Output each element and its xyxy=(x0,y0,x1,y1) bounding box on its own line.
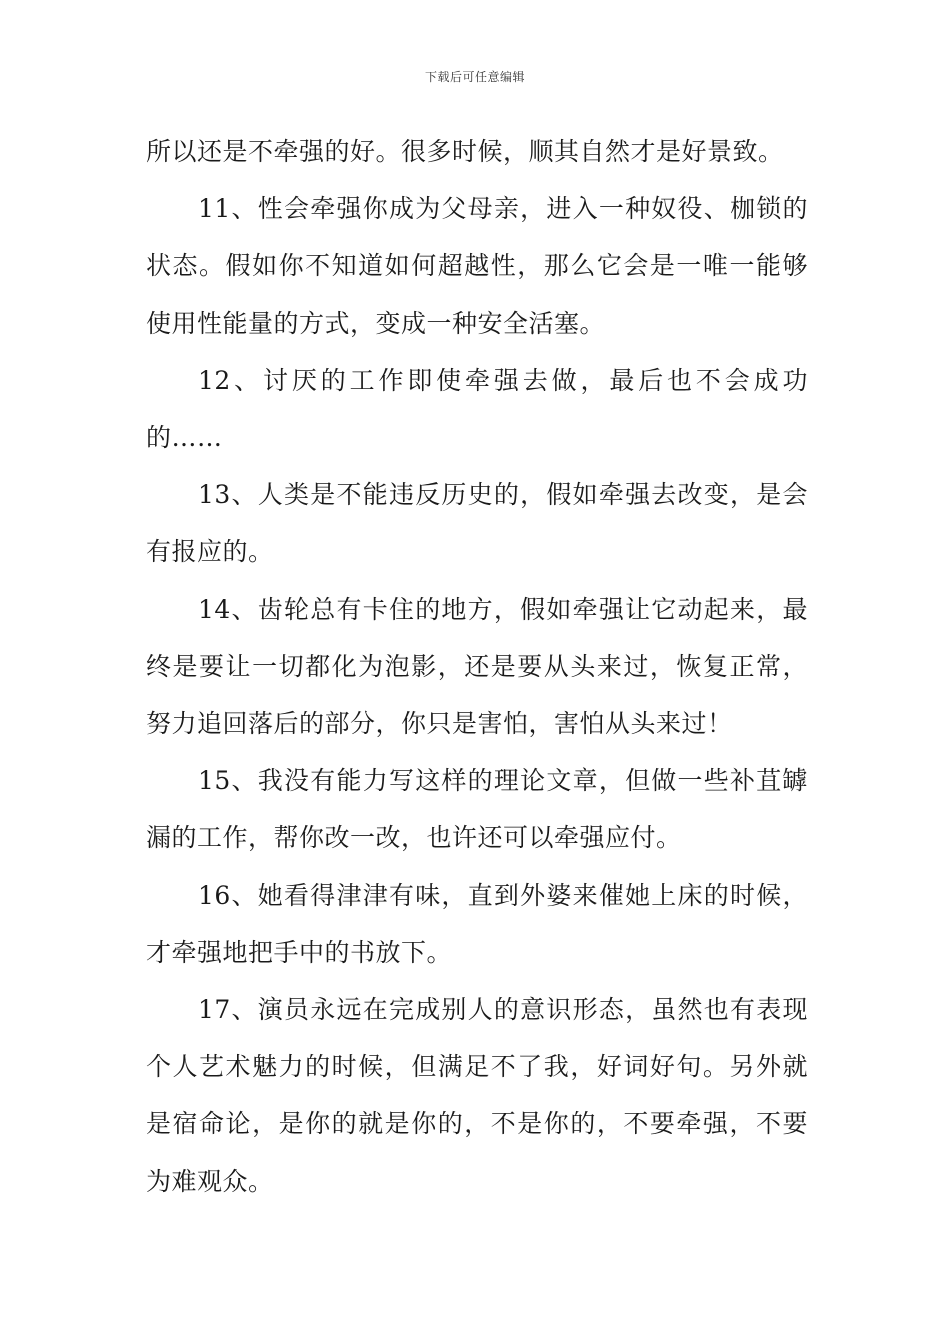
paragraph-item-15: 15、我没有能力写这样的理论文章，但做一些补苴罅漏的工作，帮你改一改，也许还可以牵强应付。 xyxy=(146,766,808,853)
header-note: 下载后可任意编辑 xyxy=(424,70,525,84)
paragraph-item-13: 13、人类是不能违反历史的，假如牵强去改变，是会有报应的。 xyxy=(146,480,808,567)
paragraph-item-17: 17、演员永远在完成别人的意识形态，虽然也有表现个人艺术魅力的时候，但满足不了我，好词好句。另外就是宿命论，是你的就是你的，不是你的，不要牵强，不要为难观众。 xyxy=(146,995,808,1196)
paragraph-item-14: 14、齿轮总有卡住的地方，假如牵强让它动起来，最终是要让一切都化为泡影，还是要从头来过，恢复正常，努力追回落后的部分，你只是害怕，害怕从头来过！ xyxy=(146,594,808,739)
document-body xyxy=(146,123,808,1210)
paragraph-item-16: 16、她看得津津有味，直到外婆来催她上床的时候，才牵强地把手中的书放下。 xyxy=(146,880,808,967)
paragraph-item-11: 11、性会牵强你成为父母亲，进入一种奴役、枷锁的状态。假如你不知道如何超越性，那么它会是一唯一能够使用性能量的方式，变成一种安全活塞。 xyxy=(146,194,808,338)
paragraph-item-12: 12、讨厌的工作即使牵强去做，最后也不会成功的…… xyxy=(146,365,808,453)
paragraph-continuation: 所以还是不牵强的好。很多时候，顺其自然才是好景致。 xyxy=(146,137,784,166)
